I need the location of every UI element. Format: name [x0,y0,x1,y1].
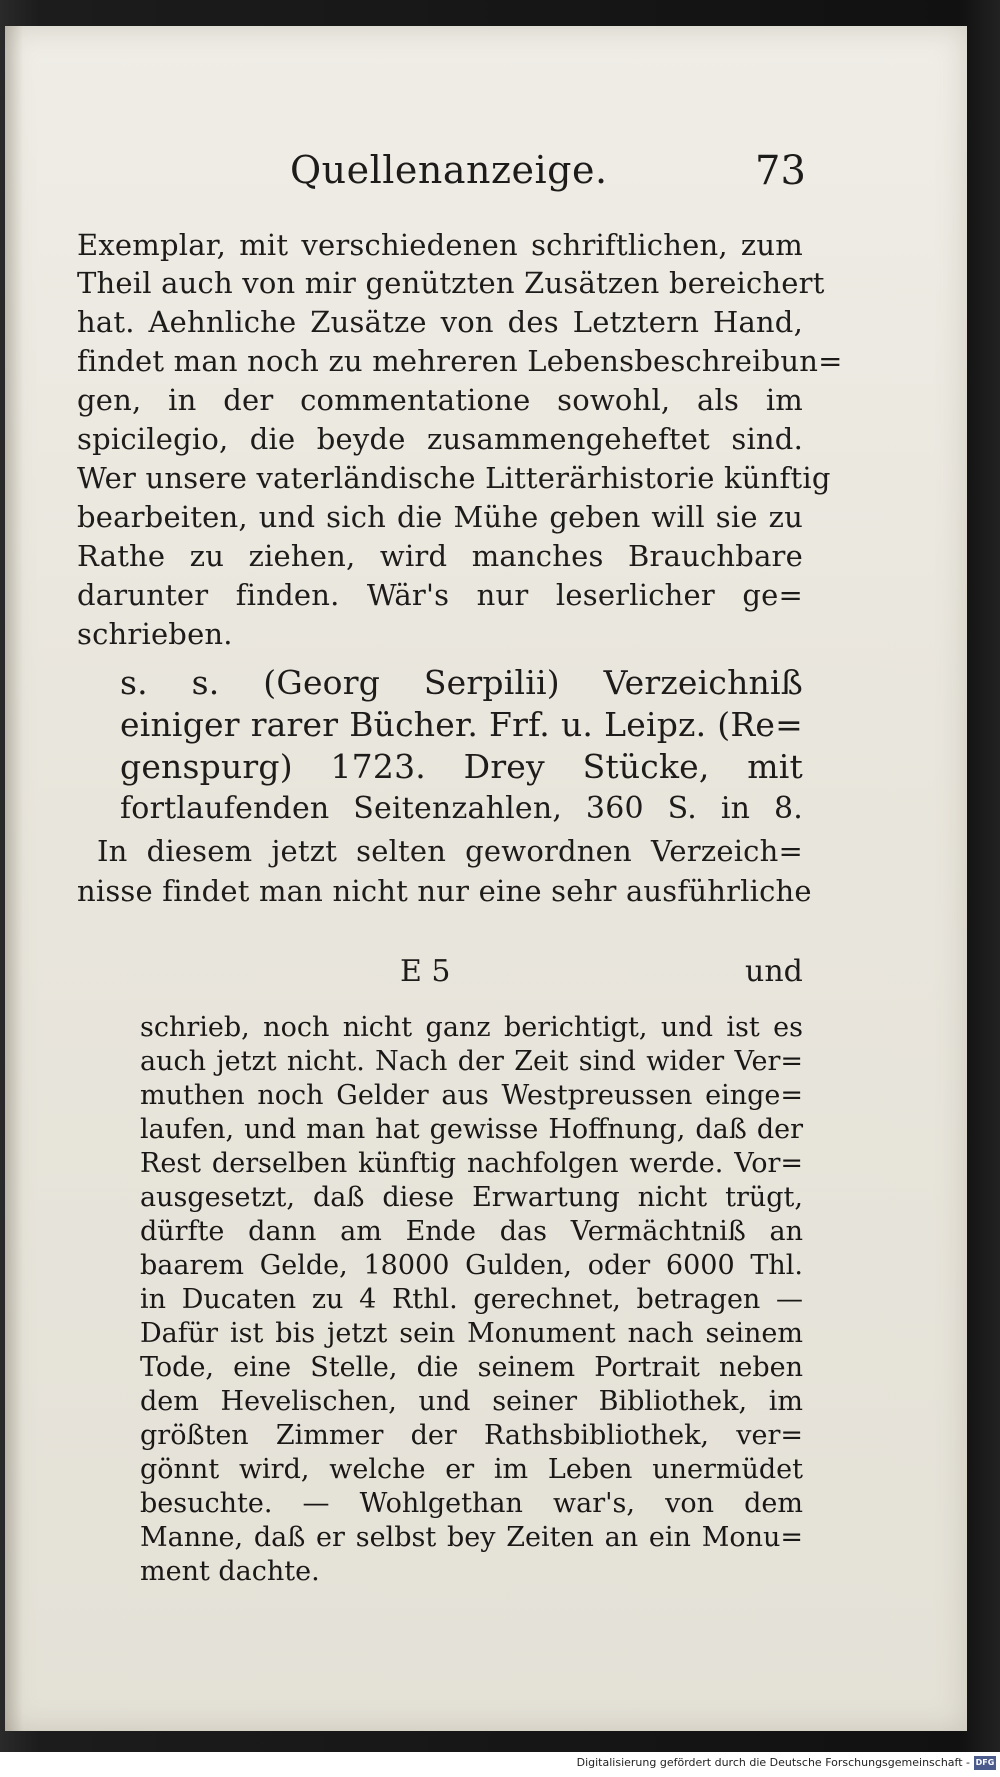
text-line: Wer unsere vaterländische Litterärhistorie künftig [77,461,831,495]
bleed-line: Dafür ist bis jetzt sein Monument nach seinem [140,1318,803,1349]
running-title: Quellenanzeige. [290,148,608,192]
bleed-line: Tode, eine Stelle, die seinem Portrait neben [140,1352,803,1383]
bleed-line: dürfte dann am Ende das Vermächtniß an [140,1216,803,1247]
bleed-line: muthen noch Gelder aus Westpreussen einge= [140,1080,803,1111]
page-number: 73 [755,148,806,194]
text-line: findet man noch zu mehreren Lebensbeschreibun= [77,344,843,378]
bleed-line: schrieb, noch nicht ganz berichtigt, und ist es [140,1012,803,1043]
text-line: schrieben. [77,617,233,651]
bleed-line: Rest derselben künftig nachfolgen werde. Vor= [140,1148,803,1179]
digitization-footer [0,1752,1000,1777]
entry-line: fortlaufenden Seitenzahlen, 360 S. in 8. [120,791,803,826]
text-line: Rathe zu ziehen, wird manches Brauchbare [77,539,803,573]
text-line: Exemplar, mit verschiedenen schriftlichen, zum [77,228,803,262]
bleed-line: ment dachte. [140,1556,320,1587]
bleed-line: gönnt wird, welche er im Leben unermüdet [140,1454,803,1485]
entry-line: genspurg) 1723. Drey Stücke, mit [120,747,803,786]
bleed-line: besuchte. — Wohlgethan war's, von dem [140,1488,803,1519]
text-line: bearbeiten, und sich die Mühe geben will sie zu [77,500,803,534]
catchword: und [745,954,803,989]
text-line: spicilegio, die beyde zusammengeheftet sind. [77,422,803,456]
text-line: In diesem jetzt selten gewordnen Verzeich= [97,834,803,868]
dfg-logo-icon: DFG [974,1756,996,1770]
bleed-line: in Ducaten zu 4 Rthl. gerechnet, betragen — [140,1284,803,1315]
bleed-line: größten Zimmer der Rathsbibliothek, ver= [140,1420,803,1451]
text-line: Theil auch von mir genützten Zusätzen bereichert [77,266,825,300]
bleed-line: auch jetzt nicht. Nach der Zeit sind wider Ver= [140,1046,803,1077]
bleed-line: Manne, daß er selbst bey Zeiten an ein Monu= [140,1522,803,1553]
bleed-line: dem Hevelischen, und seiner Bibliothek, im [140,1386,803,1417]
text-line: hat. Aehnliche Zusätze von des Letztern Hand, [77,305,803,339]
page-gutter-shadow [5,26,23,1731]
page-header [5,148,967,208]
text-line: nisse findet man nicht nur eine sehr ausführliche [77,874,812,908]
bleed-line: baarem Gelde, 18000 Gulden, oder 6000 Thl. [140,1250,803,1281]
entry-line: s. s. (Georg Serpilii) Verzeichniß [120,663,803,702]
bleed-line: laufen, und man hat gewisse Hoffnung, daß der [140,1114,803,1145]
funding-credit: Digitalisierung gefördert durch die Deutsche Forschungsgemeinschaft - [576,1756,970,1769]
book-page [5,26,967,1731]
signature-mark: E 5 [400,954,451,989]
entry-line: einiger rarer Bücher. Frf. u. Leipz. (Re= [120,705,803,744]
text-line: darunter finden. Wär's nur leserlicher ge= [77,578,803,612]
text-line: gen, in der commentatione sowohl, als im [77,383,803,417]
bleed-line: ausgesetzt, daß diese Erwartung nicht trügt, [140,1182,803,1213]
